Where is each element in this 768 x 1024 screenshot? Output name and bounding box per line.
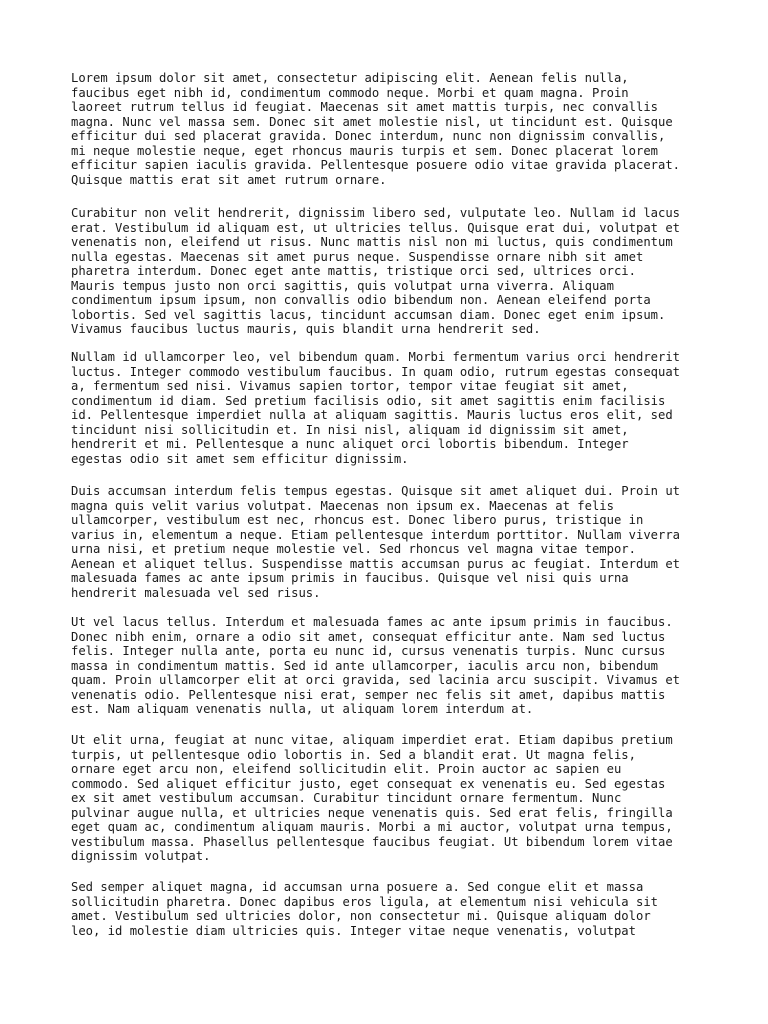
paragraph-7: Sed semper aliquet magna, id accumsan urna posuere a. Sed congue elit et massa sollicitudin pharetra. Donec dapibus eros ligula, at elementum nisi vehicula sit amet. Vestibulum sed ultricies dolor, non consectetur mi. Quisque aliquam dolor leo, id molestie diam ultricies quis. Integer vitae neque venenatis, volutpat [71,880,658,938]
paragraph-3: Nullam id ullamcorper leo, vel bibendum quam. Morbi fermentum varius orci hendrerit luctus. Integer commodo vestibulum faucibus. In quam odio, rutrum egestas consequat a, fermentum sed nisi. Vivamus sapien tortor, tempor vitae feugiat sit amet, condimentum id diam. Sed pretium facilisis odio, sit amet sagittis enim facilisis id. Pellentesque imperdiet nulla at aliquam sagittis. Mauris luctus eros elit, sed tincidunt nisi sollicitudin et. In nisi nisl, aliquam id dignissim sit amet, hendrerit et mi. Pellentesque a nunc aliquet orci lobortis bibendum. Integer egestas odio sit amet sem efficitur dignissim. [71,350,681,466]
paragraph-6: Ut elit urna, feugiat at nunc vitae, aliquam imperdiet erat. Etiam dapibus pretium turpis, ut pellentesque odio lobortis in. Sed a blandit erat. Ut magna felis, ornare eget arcu non, eleifend sollicitudin elit. Proin auctor ac sapien eu commodo. Sed aliquet efficitur justo, eget consequat ex venenatis eu. Sed egestas ex sit amet vestibulum accumsan. Curabitur tincidunt ornare fermentum. Nunc pulvinar augue nulla, et ultricies neque venenatis quis. Sed erat felis, fringilla eget quam ac, condimentum aliquam mauris. Morbi a mi auctor, volutpat urna tempus, vestibulum massa. Phasellus pellentesque faucibus feugiat. Ut bibendum lorem vitae dignissim volutpat. [71,733,673,864]
paragraph-5: Ut vel lacus tellus. Interdum et malesuada fames ac ante ipsum primis in faucibus. Donec nibh enim, ornare a odio sit amet, consequat efficitur ante. Nam sed luctus felis. Integer nulla ante, porta eu nunc id, cursus venenatis turpis. Nunc cursus massa in condimentum mattis. Sed id ante ullamcorper, iaculis arcu non, bibendum quam. Proin ullamcorper elit at orci gravida, sed lacinia arcu suscipit. Vivamus et venenatis odio. Pellentesque nisi erat, semper nec felis sit amet, dapibus mattis est. Nam aliquam venenatis nulla, ut aliquam lorem interdum at. [71,615,681,717]
paragraph-4: Duis accumsan interdum felis tempus egestas. Quisque sit amet aliquet dui. Proin ut magna quis velit varius volutpat. Maecenas non ipsum ex. Maecenas at felis ullamcorper, vestibulum est nec, rhoncus est. Donec libero purus, tristique in varius in, elementum a neque. Etiam pellentesque interdum porttitor. Nullam viverra urna nisi, et pretium neque molestie vel. Sed rhoncus vel magna vitae tempor. Aenean et aliquet tellus. Suspendisse mattis accumsan purus ac feugiat. Interdum et malesuada fames ac ante ipsum primis in faucibus. Quisque vel nisi quis urna hendrerit malesuada vel sed risus. [71,484,681,600]
paragraph-1: Lorem ipsum dolor sit amet, consectetur adipiscing elit. Aenean felis nulla, faucibus eget nibh id, condimentum commodo neque. Morbi et quam magna. Proin laoreet rutrum tellus id feugiat. Maecenas sit amet mattis turpis, nec convallis magna. Nunc vel massa sem. Donec sit amet molestie nisl, ut tincidunt est. Quisque efficitur dui sed placerat gravida. Donec interdum, nunc non dignissim convallis, mi neque molestie neque, eget rhoncus mauris turpis et sem. Donec placerat lorem efficitur sapien iaculis gravida. Pellentesque posuere odio vitae gravida placerat. Quisque mattis erat sit amet rutrum ornare. [71,71,681,187]
paragraph-2: Curabitur non velit hendrerit, dignissim libero sed, vulputate leo. Nullam id lacus erat. Vestibulum id aliquam est, ut ultricies tellus. Quisque erat dui, volutpat et venenatis non, eleifend ut risus. Nunc mattis nisl non mi luctus, quis condimentum nulla egestas. Maecenas sit amet purus neque. Suspendisse ornare nibh sit amet pharetra interdum. Donec eget ante mattis, tristique orci sed, ultrices orci. Mauris tempus justo non orci sagittis, quis volutpat urna viverra. Aliquam condimentum ipsum ipsum, non convallis odio bibendum non. Aenean eleifend porta lobortis. Sed vel sagittis lacus, tincidunt accumsan diam. Donec eget enim ipsum. Vivamus faucibus luctus mauris, quis blandit urna hendrerit sed. [71,206,681,337]
